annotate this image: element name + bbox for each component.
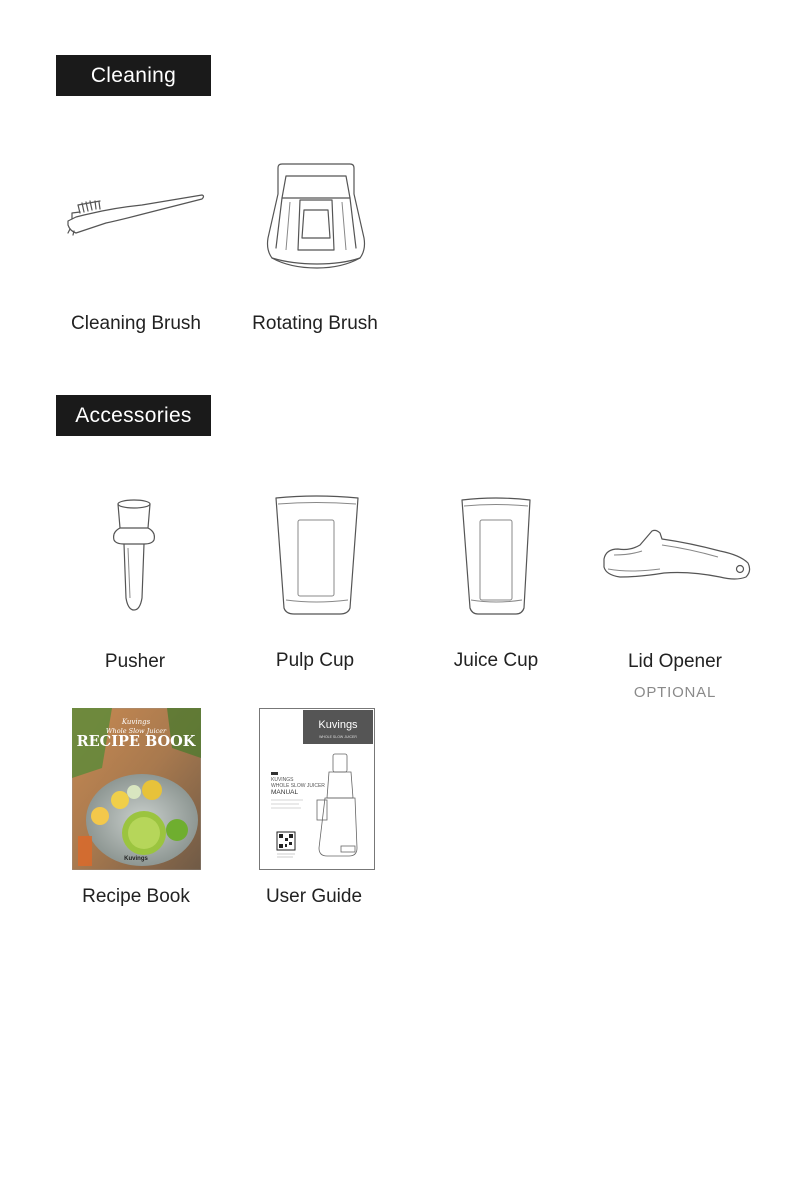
cleaning-brush-label: Cleaning Brush	[71, 313, 201, 334]
user-guide-line3: MANUAL	[271, 789, 299, 796]
recipe-book-title: RECIPE BOOK	[76, 733, 196, 750]
user-guide-image	[259, 708, 375, 870]
section-title-cleaning: Cleaning	[56, 55, 211, 96]
recipe-book-subtitle: Whole Slow Juicer	[105, 727, 167, 735]
rotating-brush-icon	[262, 158, 372, 273]
cleaning-brush-icon	[62, 185, 212, 245]
recipe-book-label: Recipe Book	[82, 886, 190, 907]
pusher-label: Pusher	[104, 651, 166, 672]
user-guide-tagline: WHOLE SLOW JUICER	[319, 735, 357, 739]
user-guide-label: User Guide	[265, 886, 363, 907]
optional-note: OPTIONAL	[633, 684, 717, 701]
rotating-brush-label: Rotating Brush	[252, 313, 378, 334]
juice-cup-label: Juice Cup	[453, 650, 539, 671]
recipe-book-brand: Kuvings	[121, 718, 151, 726]
user-guide-line2: WHOLE SLOW JUICER	[271, 783, 325, 789]
pulp-cup-label: Pulp Cup	[275, 650, 355, 671]
lid-opener-icon	[600, 525, 755, 587]
section-title-accessories: Accessories	[56, 395, 211, 436]
juice-cup-icon	[458, 494, 536, 618]
lid-opener-label: Lid Opener	[627, 651, 723, 672]
user-guide-line1: KUVINGS	[271, 777, 294, 783]
pusher-icon	[106, 498, 166, 614]
recipe-book-footer-brand: Kuvings	[124, 856, 148, 862]
recipe-book-image	[72, 708, 201, 870]
pulp-cup-icon	[270, 492, 366, 618]
user-guide-brand: Kuvings	[318, 719, 358, 731]
